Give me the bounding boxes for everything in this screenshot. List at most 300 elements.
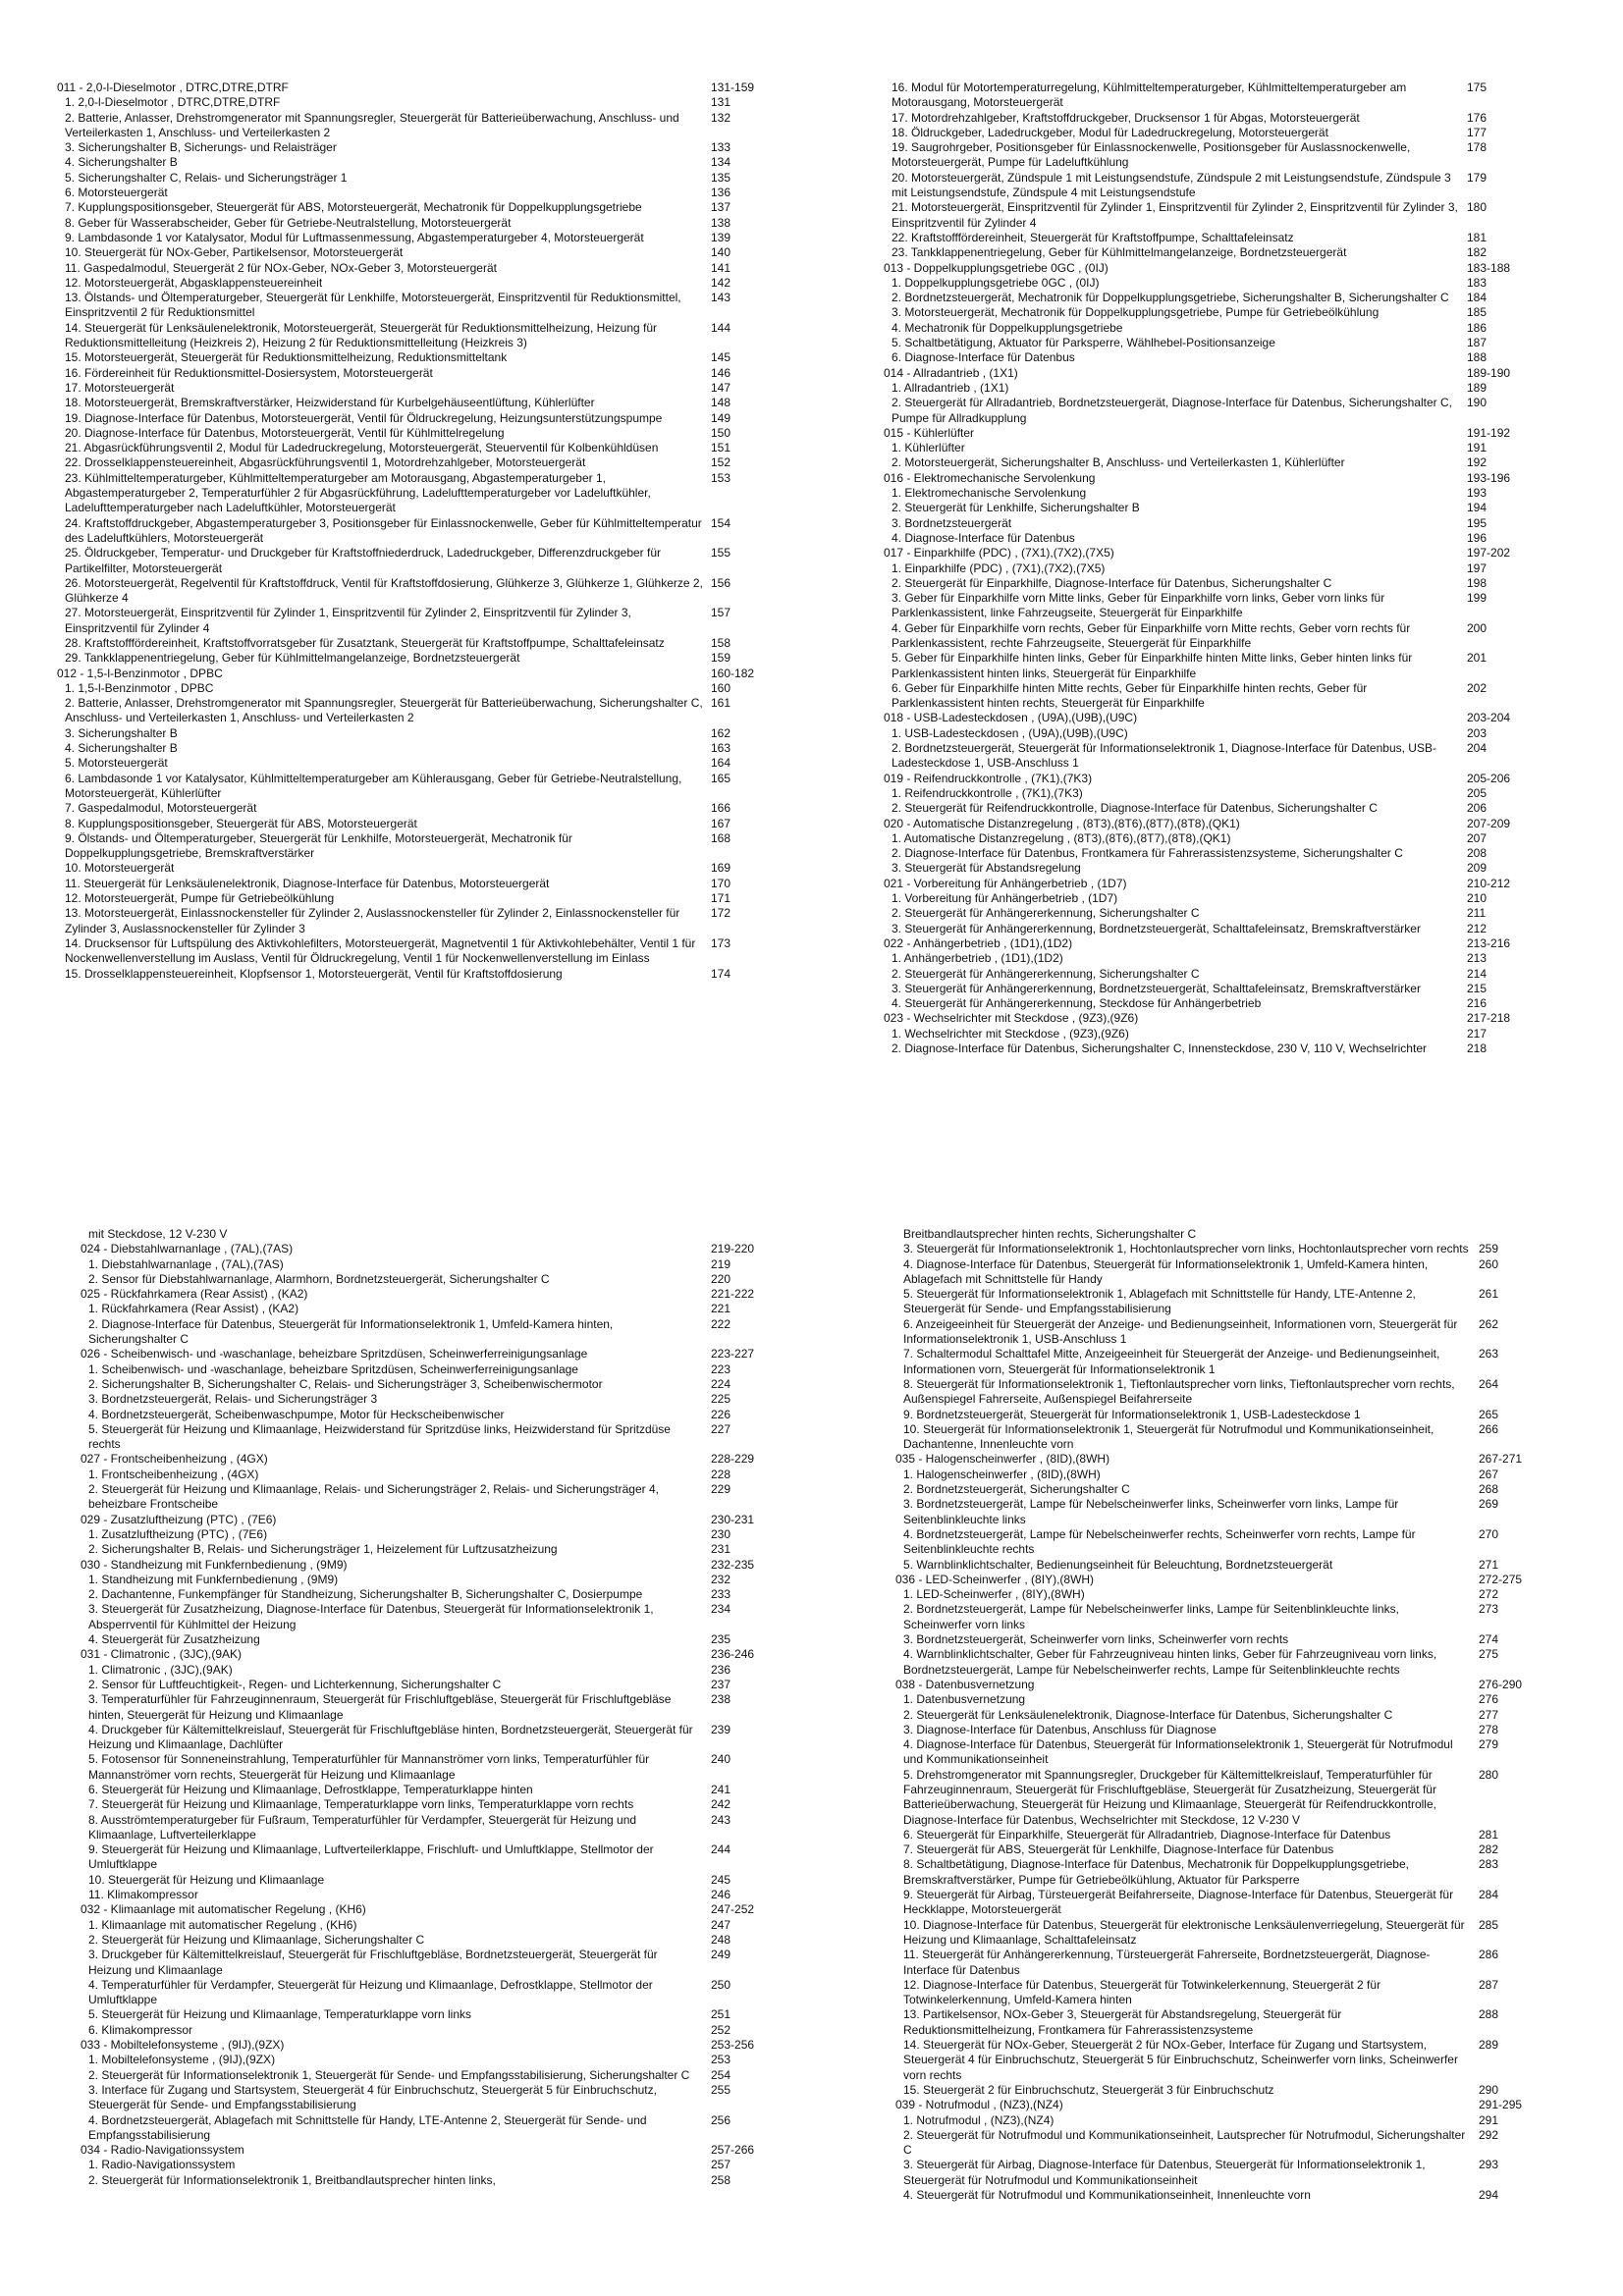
toc-section-heading xyxy=(884,1011,1522,1026)
toc-entry xyxy=(57,801,766,816)
toc-entry-title: 8. Kupplungspositionsgeber, Steuergerät für ABS, Motorsteuergerät xyxy=(65,816,417,830)
toc-entry xyxy=(895,2158,1534,2188)
toc-page-number: 235 xyxy=(711,1632,731,1647)
toc-entry xyxy=(81,2053,766,2067)
toc-column-top-right xyxy=(884,80,1522,1056)
toc-entry xyxy=(884,741,1522,772)
toc-page-number: 213 xyxy=(1467,951,1488,966)
toc-entry xyxy=(57,891,766,906)
toc-page-number: 173 xyxy=(711,935,731,950)
toc-entry xyxy=(81,1587,766,1602)
toc-entry xyxy=(895,1632,1534,1647)
toc-page-number: 169 xyxy=(711,861,731,876)
toc-section-heading xyxy=(81,1558,766,1573)
toc-page-number: 160 xyxy=(711,680,731,695)
toc-page-number: 267-271 xyxy=(1479,1452,1523,1467)
toc-entry-title: 3. Bordnetzsteuergerät, Lampe für Nebelscheinwerfer links, Scheinwerfer vorn links, Lampe für Seitenblinkleuchte links xyxy=(903,1497,1399,1526)
toc-page-number: 276-290 xyxy=(1479,1677,1523,1691)
toc-page-number: 147 xyxy=(711,380,731,395)
toc-page-number: 209 xyxy=(1467,861,1488,876)
toc-section-heading xyxy=(57,667,766,681)
toc-entry-title: 2. Steuergerät für Allradantrieb, Bordnetzsteuergerät, Diagnose-Interface für Datenbus, Sicherungshalter C, Pumpe für Allradkupplung xyxy=(892,396,1452,425)
toc-entry xyxy=(895,1978,1534,2008)
toc-page-number: 191 xyxy=(1467,441,1488,455)
toc-entry xyxy=(81,1723,766,1753)
toc-entry xyxy=(57,967,766,982)
toc-entry-title: 1. Automatische Distanzregelung , (8T3),(8T6),(8T7),(8T8),(QK1) xyxy=(892,830,1231,845)
toc-entry-title: 8. Ausströmtemperaturgeber für Fußraum, Temperaturfühler für Verdampfer, Steuergerät für Heizung und Klimaanlage, Luftverteilerklappe xyxy=(88,1812,637,1842)
toc-page-number: 236 xyxy=(711,1662,731,1677)
toc-entry-title: 021 - Vorbereitung für Anhängerbetrieb , (1D7) xyxy=(884,876,1127,890)
toc-entry xyxy=(81,1317,766,1348)
toc-page-number: 265 xyxy=(1479,1407,1499,1421)
toc-entry xyxy=(884,80,1522,111)
toc-entry-title: 4. Bordnetzsteuergerät, Scheibenwaschpumpe, Motor für Heckscheibenwischer xyxy=(88,1407,505,1421)
toc-entry xyxy=(81,2173,766,2188)
toc-entry-title: 10. Steuergerät für NOx-Geber, Partikelsensor, Motorsteuergerät xyxy=(65,245,404,260)
toc-entry xyxy=(884,381,1522,396)
toc-entry-title: 026 - Scheibenwisch- und -waschanlage, beheizbare Spritzdüsen, Scheinwerferreinigungsanlage xyxy=(81,1347,588,1362)
toc-entry xyxy=(895,1918,1534,1949)
toc-page-number: 256 xyxy=(711,2112,731,2127)
toc-page-number: 289 xyxy=(1479,2038,1499,2053)
toc-entry xyxy=(895,1888,1534,1918)
toc-page-number: 148 xyxy=(711,396,731,410)
toc-section-heading xyxy=(884,471,1522,486)
toc-entry xyxy=(884,516,1522,531)
toc-entry xyxy=(884,501,1522,515)
toc-entry-title: 27. Motorsteuergerät, Einspritzventil für Zylinder 1, Einspritzventil für Zylinder 2, Einspritzventil für Zylinder 3, Einspritzventil für Zylinder 4 xyxy=(65,606,631,635)
toc-page-number: 221-222 xyxy=(711,1287,755,1302)
toc-entry-title: 6. Geber für Einparkhilfe hinten Mitte rechts, Geber für Einparkhilfe hinten rechts, Geber für Parklenkassistent hinten rechts, Steuergerät für Einparkhilfe xyxy=(892,680,1368,711)
toc-page-number: 180 xyxy=(1467,200,1488,215)
toc-page-number: 163 xyxy=(711,741,731,756)
toc-entry-title: 19. Diagnose-Interface für Datenbus, Motorsteuergerät, Ventil für Öldruckregelung, Heizungsunterstützungspumpe xyxy=(65,410,663,425)
toc-section-heading xyxy=(895,2098,1534,2112)
toc-entry xyxy=(81,1542,766,1557)
toc-entry-title: 9. Steuergerät für Airbag, Türsteuergerät Beifahrerseite, Diagnose-Interface für Datenbus, Steuergerät für Heckklappe, Motorsteuergerät xyxy=(903,1888,1454,1917)
toc-entry-title: 023 - Wechselrichter mit Steckdose , (9Z3),(9Z6) xyxy=(884,1011,1139,1026)
toc-page-number: 178 xyxy=(1467,140,1488,155)
toc-page-number: 198 xyxy=(1467,575,1488,590)
toc-page-number: 184 xyxy=(1467,291,1488,305)
toc-page-number: 258 xyxy=(711,2172,731,2187)
toc-page-number: 285 xyxy=(1479,1917,1499,1932)
toc-section-heading xyxy=(884,877,1522,891)
toc-entry-title: 2. Steuergerät für Informationselektronik 1, Steuergerät für Sende- und Empfangsstabilisierung, Sicherungshalter C xyxy=(88,2067,690,2082)
toc-entry-title: 18. Öldruckgeber, Ladedruckgeber, Modul für Ladedruckregelung, Motorsteuergerät xyxy=(892,125,1328,139)
toc-page-number: 211 xyxy=(1467,906,1487,921)
toc-page-number: 230 xyxy=(711,1526,731,1541)
toc-entry xyxy=(81,1933,766,1948)
toc-entry-title: 20. Motorsteuergerät, Zündspule 1 mit Leistungsendstufe, Zündspule 2 mit Leistungsendstufe, Zündspule 3 mit Leistungsendstufe, Zündspule 4 mit Leistungsendstufe xyxy=(892,170,1451,200)
toc-page-number: 151 xyxy=(711,441,731,455)
toc-entry xyxy=(81,1888,766,1902)
toc-section-heading xyxy=(884,711,1522,725)
toc-entry-title: 1. Wechselrichter mit Steckdose , (9Z3),(9Z6) xyxy=(892,1026,1129,1041)
toc-entry xyxy=(81,1272,766,1287)
toc-entry-title: 1. LED-Scheinwerfer , (8IY),(8WH) xyxy=(903,1587,1085,1602)
toc-entry-title: 3. Steuergerät für Informationselektronik 1, Hochtonlautsprecher vorn links, Hochtonlautsprecher vorn rechts xyxy=(903,1242,1469,1256)
toc-page-number: 188 xyxy=(1467,350,1488,365)
toc-page-number: 229 xyxy=(711,1482,731,1497)
toc-page-number: 237 xyxy=(711,1677,731,1691)
toc-page-number: 255 xyxy=(711,2082,731,2097)
toc-page-number: 270 xyxy=(1479,1526,1499,1541)
toc-entry xyxy=(884,350,1522,365)
toc-page-number: 283 xyxy=(1479,1857,1499,1872)
toc-page-number: 218 xyxy=(1467,1041,1488,1055)
toc-entry-title: 025 - Rückfahrkamera (Rear Assist) , (KA2) xyxy=(81,1287,308,1302)
toc-page-number: 154 xyxy=(711,515,731,530)
toc-page-number: 158 xyxy=(711,635,731,650)
toc-entry xyxy=(884,1027,1522,1041)
toc-entry xyxy=(895,2128,1534,2159)
toc-entry xyxy=(884,982,1522,996)
toc-entry xyxy=(81,1602,766,1632)
toc-entry-title: 3. Steuergerät für Anhängererkennung, Bordnetzsteuergerät, Schalttafeleinsatz, Bremskraftverstärker xyxy=(892,921,1421,935)
toc-page-number: 230-231 xyxy=(711,1512,755,1526)
toc-entry xyxy=(57,471,766,516)
toc-page-number: 199 xyxy=(1467,591,1488,606)
toc-entry xyxy=(81,1948,766,1978)
toc-page-number: 239 xyxy=(711,1722,731,1736)
toc-entry xyxy=(895,1602,1534,1632)
toc-entry xyxy=(57,291,766,321)
toc-page-number: 280 xyxy=(1479,1767,1499,1782)
toc-page-number: 157 xyxy=(711,606,731,620)
toc-entry-title: 7. Gaspedalmodul, Motorsteuergerät xyxy=(65,801,257,816)
toc-entry xyxy=(895,1482,1534,1497)
toc-page-number: 149 xyxy=(711,410,731,425)
toc-entry-title: 012 - 1,5-l-Benzinmotor , DPBC xyxy=(57,666,223,680)
toc-entry-title: 5. Fotosensor für Sonneneinstrahlung, Temperaturfühler für Mannanströmer vorn links, Temperaturfühler für Mannanströmer vorn rechts, Steuergerät für Heizung und Klimaanlage xyxy=(88,1752,650,1782)
toc-entry-title: 21. Motorsteuergerät, Einspritzventil für Zylinder 1, Einspritzventil für Zylinder 2, Einspritzventil für Zylinder 3, Einspritzventil für Zylinder 4 xyxy=(892,200,1458,230)
toc-entry-title: 2. Steuergerät für Notrufmodul und Kommunikationseinheit, Lautsprecher für Notrufmodul, Sicherungshalter C xyxy=(903,2127,1466,2158)
toc-entry xyxy=(57,936,766,967)
toc-entry-title: 1. Scheibenwisch- und -waschanlage, beheizbare Spritzdüsen, Scheinwerferreinigungsanlage xyxy=(88,1362,578,1376)
toc-entry xyxy=(895,2038,1534,2083)
toc-entry-title: 13. Partikelsensor, NOx-Geber 3, Steuergerät für Abstandsregelung, Steuergerät für Reduktionsmittelheizung, Frontkamera für Fahrerassistenzsysteme xyxy=(903,2007,1342,2037)
toc-entry-title: 15. Drosselklappensteuereinheit, Klopfsensor 1, Motorsteuergerät, Ventil für Kraftstoffdosierung xyxy=(65,966,563,981)
toc-entry xyxy=(884,621,1522,652)
toc-entry xyxy=(81,1692,766,1723)
toc-entry-title: 030 - Standheizung mit Funkfernbedienung , (9M9) xyxy=(81,1557,348,1572)
toc-page-number: 220 xyxy=(711,1271,731,1286)
toc-entry-title: 21. Abgasrückführungsventil 2, Modul für Ladedruckregelung, Motorsteuergerät, Steuerventil für Kolbenkühldüsen xyxy=(65,441,659,455)
toc-page-number: 213-216 xyxy=(1467,935,1511,950)
toc-entry xyxy=(895,1468,1534,1482)
toc-page-number: 291-295 xyxy=(1479,2098,1523,2112)
toc-entry xyxy=(895,1842,1534,1857)
toc-page-number: 254 xyxy=(711,2067,731,2082)
toc-page-number: 135 xyxy=(711,170,731,185)
toc-page-number: 234 xyxy=(711,1602,731,1617)
toc-entry-title: 1. Notrufmodul , (NZ3),(NZ4) xyxy=(903,2112,1055,2127)
toc-page-number: 276 xyxy=(1479,1692,1499,1707)
toc-entry xyxy=(884,396,1522,426)
toc-entry-title: 4. Sicherungshalter B xyxy=(65,155,178,170)
toc-entry xyxy=(895,1768,1534,1828)
toc-entry-title: Breitbandlautsprecher hinten rechts, Sicherungshalter C xyxy=(903,1227,1197,1241)
toc-page-number: 204 xyxy=(1467,741,1488,756)
toc-page-number: 161 xyxy=(711,696,731,711)
toc-entry xyxy=(57,350,766,365)
toc-page-number: 167 xyxy=(711,816,731,830)
toc-section-heading xyxy=(81,1647,766,1662)
toc-entry-title: 7. Steuergerät für Heizung und Klimaanlage, Temperaturklappe vorn links, Temperaturklappe vorn rechts xyxy=(88,1797,634,1812)
toc-entry xyxy=(57,681,766,696)
toc-entry-title: 027 - Frontscheibenheizung , (4GX) xyxy=(81,1452,268,1467)
toc-entry-title: 2. Bordnetzsteuergerät, Sicherungshalter C xyxy=(903,1482,1130,1497)
toc-entry xyxy=(895,1317,1534,1348)
toc-page-number: 250 xyxy=(711,1977,731,1992)
toc-page-number: 268 xyxy=(1479,1482,1499,1497)
toc-entry xyxy=(884,126,1522,140)
toc-section-heading xyxy=(884,772,1522,786)
toc-entry-title: 3. Bordnetzsteuergerät xyxy=(892,515,1012,530)
toc-page-number: 272-275 xyxy=(1479,1572,1523,1586)
toc-page-number: 193-196 xyxy=(1467,470,1511,485)
toc-entry-title: 2. Sensor für Diebstahlwarnanlage, Alarmhorn, Bordnetzsteuergerät, Sicherungshalter C xyxy=(88,1271,550,1286)
toc-entry xyxy=(81,1573,766,1587)
toc-page-number: 186 xyxy=(1467,320,1488,335)
toc-page-number: 221 xyxy=(711,1302,731,1316)
toc-entry xyxy=(895,1242,1534,1256)
toc-entry-title: 4. Bordnetzsteuergerät, Lampe für Nebelscheinwerfer rechts, Scheinwerfer vorn rechts, Lampe für Seitenblinkleuchte rechts xyxy=(903,1526,1416,1557)
toc-entry-title: 4. Druckgeber für Kältemittelkreislauf, Steuergerät für Frischluftgebläse hinten, Bordnetzsteuergerät, Steuergerät für Heizung und Klimaanlage, Dachlüfter xyxy=(88,1722,693,1752)
toc-entry xyxy=(895,1497,1534,1527)
toc-page-number: 133 xyxy=(711,140,731,155)
toc-entry xyxy=(57,381,766,396)
toc-entry-title: 9. Ölstands- und Öltemperaturgeber, Steuergerät für Lenkhilfe, Motorsteuergerät, Mechatronik für Doppelkupplungsgetriebe, Bremskraftverstärker xyxy=(65,830,572,861)
toc-entry-title: 8. Steuergerät für Informationselektronik 1, Tieftonlautsprecher vorn links, Tieftonlautsprecher vorn rechts, Außenspiegel Fahrerseite, Außenspiegel Beifahrerseite xyxy=(903,1376,1455,1407)
toc-section-heading xyxy=(81,1513,766,1527)
toc-entry-title: 019 - Reifendruckkontrolle , (7K1),(7K3) xyxy=(884,771,1093,785)
toc-entry-title: 013 - Doppelkupplungsgetriebe 0GC , (0IJ) xyxy=(884,260,1109,275)
toc-page-number: 273 xyxy=(1479,1602,1499,1617)
toc-page-number: 291 xyxy=(1479,2112,1499,2127)
toc-column-bottom-left xyxy=(81,1227,766,2188)
toc-page-number: 248 xyxy=(711,1932,731,1947)
toc-entry xyxy=(81,2023,766,2038)
toc-entry xyxy=(895,1408,1534,1422)
toc-entry xyxy=(895,1828,1534,1842)
toc-page-number: 245 xyxy=(711,1872,731,1887)
toc-page-number: 171 xyxy=(711,891,731,906)
toc-entry xyxy=(81,1257,766,1272)
toc-page-number: 208 xyxy=(1467,846,1488,861)
toc-page-number: 261 xyxy=(1479,1287,1499,1302)
toc-page-number: 215 xyxy=(1467,981,1488,995)
toc-entry-title: 039 - Notrufmodul , (NZ3),(NZ4) xyxy=(895,2098,1063,2112)
toc-entry xyxy=(884,455,1522,470)
toc-entry xyxy=(57,411,766,426)
toc-entry xyxy=(884,140,1522,171)
toc-page-number: 246 xyxy=(711,1888,731,1902)
toc-entry xyxy=(81,1482,766,1513)
toc-page-number: 251 xyxy=(711,2007,731,2022)
toc-page-number: 176 xyxy=(1467,110,1488,125)
toc-entry xyxy=(81,2068,766,2083)
toc-page-number: 177 xyxy=(1467,125,1488,139)
toc-entry-title: 10. Diagnose-Interface für Datenbus, Steuergerät für elektronische Lenksäulenverriegelung, Steuergerät für Heizung und Klimaanlage, Schalttafeleinsatz xyxy=(903,1917,1465,1947)
toc-entry-title: 3. Steuergerät für Airbag, Diagnose-Interface für Datenbus, Steuergerät für Informationselektronik 1, Steuergerät für Notrufmodul und Kommunikationseinheit xyxy=(903,2158,1426,2187)
toc-page-number: 202 xyxy=(1467,680,1488,695)
toc-entry-title: 011 - 2,0-l-Dieselmotor , DTRC,DTRE,DTRF xyxy=(57,80,289,94)
toc-page-number: 274 xyxy=(1479,1632,1499,1647)
toc-page-number: 150 xyxy=(711,425,731,440)
toc-entry-title: 11. Steuergerät für Anhängererkennung, Türsteuergerät Fahrerseite, Bordnetzsteuergerät, Diagnose-Interface für Datenbus xyxy=(903,1948,1431,1977)
toc-entry-title: 7. Schaltermodul Schalttafel Mitte, Anzeigeeinheit für Steuergerät der Anzeige- und Bedienungseinheit, Informationen vorn, Steuergerät für Informationselektronik 1 xyxy=(903,1347,1440,1376)
toc-entry xyxy=(57,321,766,351)
toc-entry-title: 5. Drehstromgenerator mit Spannungsregler, Druckgeber für Kältemittelkreislauf, Temperaturfühler für Fahrzeuginnenraum, Steuergerät für Frischluftgebläse, Steuergerät für Zusatzheizung, Steuergerät für Batterieüberwachung, Steuergerät für Heizung und Klimaanlage, Steuergerät für Reifendruckkontrolle, Diagnose-Interface für Datenbus, Wechselrichter mit Steckdose, 12 V-230 V xyxy=(903,1767,1436,1827)
toc-entry-title: 2. Steuergerät für Einparkhilfe, Diagnose-Interface für Datenbus, Sicherungshalter C xyxy=(892,575,1332,590)
toc-page-number: 182 xyxy=(1467,245,1488,260)
toc-entry-title: 22. Drosselklappensteuereinheit, Abgasrückführungsventil 1, Motordrehzahlgeber, Motorsteuergerät xyxy=(65,455,586,470)
toc-page-number: 260 xyxy=(1479,1256,1499,1271)
toc-entry xyxy=(884,846,1522,861)
toc-page-number: 241 xyxy=(711,1782,731,1796)
toc-entry xyxy=(57,516,766,547)
toc-entry-title: 1. Zusatzluftheizung (PTC) , (7E6) xyxy=(88,1526,268,1541)
toc-entry-title: 3. Diagnose-Interface für Datenbus, Anschluss für Diagnose xyxy=(903,1722,1217,1736)
toc-entry xyxy=(895,1227,1534,1242)
toc-page-number: 264 xyxy=(1479,1376,1499,1391)
toc-entry-title: 6. Diagnose-Interface für Datenbus xyxy=(892,350,1075,365)
toc-entry xyxy=(57,111,766,141)
toc-entry-title: 1. Anhängerbetrieb , (1D1),(1D2) xyxy=(892,951,1063,966)
toc-entry-title: 035 - Halogenscheinwerfer , (8ID),(8WH) xyxy=(895,1452,1110,1467)
toc-entry-title: 2. Motorsteuergerät, Sicherungshalter B, Anschluss- und Verteilerkasten 1, Kühlerlüfter xyxy=(892,455,1345,470)
toc-entry-title: 8. Schaltbetätigung, Diagnose-Interface für Datenbus, Mechatronik für Doppelkupplungsgetriebe, Bremskraftverstärker, Pumpe für Getriebeölkühlung, Aktuator für Parksperre xyxy=(903,1857,1409,1887)
toc-entry-title: 10. Steuergerät für Heizung und Klimaanlage xyxy=(88,1872,325,1887)
toc-page-number: 253 xyxy=(711,2053,731,2067)
toc-page-number: 131 xyxy=(711,95,731,110)
toc-page-number: 142 xyxy=(711,275,731,290)
toc-column-top-left xyxy=(57,80,766,982)
toc-entry-title: 10. Motorsteuergerät xyxy=(65,861,175,876)
toc-section-heading xyxy=(81,2038,766,2053)
toc-page-number: 224 xyxy=(711,1376,731,1391)
toc-entry xyxy=(895,1287,1534,1317)
toc-page-number: 282 xyxy=(1479,1842,1499,1857)
toc-entry xyxy=(81,1632,766,1647)
toc-section-heading xyxy=(895,1452,1534,1467)
toc-entry xyxy=(895,2083,1534,2098)
toc-entry-title: 3. Sicherungshalter B, Sicherungs- und Relaisträger xyxy=(65,140,337,155)
toc-entry-title: 14. Steuergerät für NOx-Geber, Steuergerät 2 für NOx-Geber, Interface für Zugang und Startsystem, Steuergerät 4 für Einbruchschutz, Steuergerät 5 für Einbruchschutz, Scheinwerfer vorn links, Scheinwerfer vorn rechts xyxy=(903,2038,1458,2082)
toc-entry xyxy=(81,2007,766,2022)
toc-entry xyxy=(81,1377,766,1392)
toc-section-heading xyxy=(895,1573,1534,1587)
toc-entry-title: 017 - Einparkhilfe (PDC) , (7X1),(7X2),(7X5) xyxy=(884,546,1114,561)
toc-page-number: 189-190 xyxy=(1467,365,1511,380)
toc-page-number: 259 xyxy=(1479,1242,1499,1256)
toc-page-number: 196 xyxy=(1467,530,1488,545)
toc-page-number: 205 xyxy=(1467,785,1488,800)
toc-entry xyxy=(884,1041,1522,1056)
toc-entry xyxy=(57,576,766,607)
toc-entry xyxy=(57,455,766,470)
toc-page-number: 210-212 xyxy=(1467,876,1511,890)
toc-entry-title: 10. Steuergerät für Informationselektronik 1, Steuergerät für Notrufmodul und Kommunikationseinheit, Dachantenne, Innenleuchte vorn xyxy=(903,1421,1434,1452)
toc-entry xyxy=(895,1708,1534,1723)
toc-entry xyxy=(57,396,766,410)
toc-entry xyxy=(884,967,1522,982)
toc-entry-title: 020 - Automatische Distanzregelung , (8T3),(8T6),(8T7),(8T8),(QK1) xyxy=(884,816,1240,830)
toc-entry-title: 5. Steuergerät für Informationselektronik 1, Ablagefach mit Schnittstelle für Handy, LTE-Antenne 2, Steuergerät für Sende- und Empfangsstabilisierung xyxy=(903,1287,1416,1316)
toc-page-number: 205-206 xyxy=(1467,771,1511,785)
toc-page-number: 131-159 xyxy=(711,80,755,94)
toc-entry-title: 3. Interface für Zugang und Startsystem, Steuergerät 4 für Einbruchschutz, Steuergerät 5 für Einbruchschutz, Steuergerät für Sende- und Empfangsstabilisierung xyxy=(88,2082,657,2112)
toc-page-number: 160-182 xyxy=(711,666,755,680)
toc-entry xyxy=(81,1302,766,1316)
toc-entry xyxy=(895,1857,1534,1888)
toc-entry-title: 2. Diagnose-Interface für Datenbus, Steuergerät für Informationselektronik 1, Umfeld-Kamera hinten, Sicherungshalter C xyxy=(88,1316,614,1347)
toc-entry xyxy=(884,996,1522,1011)
toc-entry xyxy=(81,1468,766,1482)
toc-entry xyxy=(884,576,1522,591)
toc-entry-title: 2. Steuergerät für Anhängererkennung, Sicherungshalter C xyxy=(892,966,1200,981)
toc-page-number: 164 xyxy=(711,756,731,771)
toc-entry xyxy=(895,1257,1534,1288)
toc-page-number: 165 xyxy=(711,771,731,785)
toc-entry-title: 2. Diagnose-Interface für Datenbus, Sicherungshalter C, Innensteckdose, 230 V, 110 V, Wechselrichter xyxy=(892,1041,1427,1055)
toc-page-number: 292 xyxy=(1479,2127,1499,2142)
toc-entry xyxy=(81,1918,766,1933)
toc-entry-title: 1. Rückfahrkamera (Rear Assist) , (KA2) xyxy=(88,1302,299,1316)
toc-entry xyxy=(81,1978,766,2008)
toc-entry-title: 5. Schaltbetätigung, Aktuator für Parksperre, Wählhebel-Positionsanzeige xyxy=(892,336,1275,350)
toc-entry-title: 022 - Anhängerbetrieb , (1D1),(1D2) xyxy=(884,935,1073,950)
toc-page-number: 249 xyxy=(711,1948,731,1962)
toc-entry-title: 6. Steuergerät für Einparkhilfe, Steuergerät für Allradantrieb, Diagnose-Interface für Datenbus xyxy=(903,1827,1391,1842)
toc-page-number: 139 xyxy=(711,230,731,244)
toc-page-number: 201 xyxy=(1467,651,1488,666)
toc-entry xyxy=(57,817,766,831)
toc-page-number: 288 xyxy=(1479,2007,1499,2022)
toc-entry xyxy=(81,2113,766,2144)
toc-page-number: 166 xyxy=(711,801,731,816)
toc-entry xyxy=(81,1678,766,1692)
toc-page-number: 206 xyxy=(1467,801,1488,816)
toc-entry-title: 3. Bordnetzsteuergerät, Relais- und Sicherungsträger 3 xyxy=(88,1392,378,1407)
toc-entry-title: 1. Datenbusvernetzung xyxy=(903,1692,1026,1707)
toc-entry xyxy=(57,906,766,936)
toc-entry-title: 2. Steuergerät für Lenksäulenelektronik, Diagnose-Interface für Datenbus, Sicherungshalter C xyxy=(903,1707,1393,1722)
toc-entry xyxy=(884,786,1522,801)
toc-page-number: 286 xyxy=(1479,1948,1499,1962)
toc-entry xyxy=(884,681,1522,712)
toc-entry xyxy=(895,1692,1534,1707)
toc-entry-title: 16. Fördereinheit für Reduktionsmittel-Dosiersystem, Motorsteuergerät xyxy=(65,365,433,380)
toc-entry-title: 6. Klimakompressor xyxy=(88,2022,193,2037)
toc-section-heading xyxy=(81,1242,766,1256)
toc-page-number: 216 xyxy=(1467,996,1488,1011)
toc-section-heading xyxy=(884,366,1522,381)
toc-page-number: 132 xyxy=(711,110,731,125)
toc-entry xyxy=(884,171,1522,201)
toc-page-number: 134 xyxy=(711,155,731,170)
toc-entry xyxy=(57,261,766,276)
toc-entry-title: 1. Frontscheibenheizung , (4GX) xyxy=(88,1467,259,1481)
toc-page-number: 252 xyxy=(711,2022,731,2037)
toc-entry xyxy=(895,1422,1534,1453)
toc-page-number: 244 xyxy=(711,1842,731,1857)
toc-page-number: 162 xyxy=(711,725,731,740)
toc-page-number: 207 xyxy=(1467,830,1488,845)
